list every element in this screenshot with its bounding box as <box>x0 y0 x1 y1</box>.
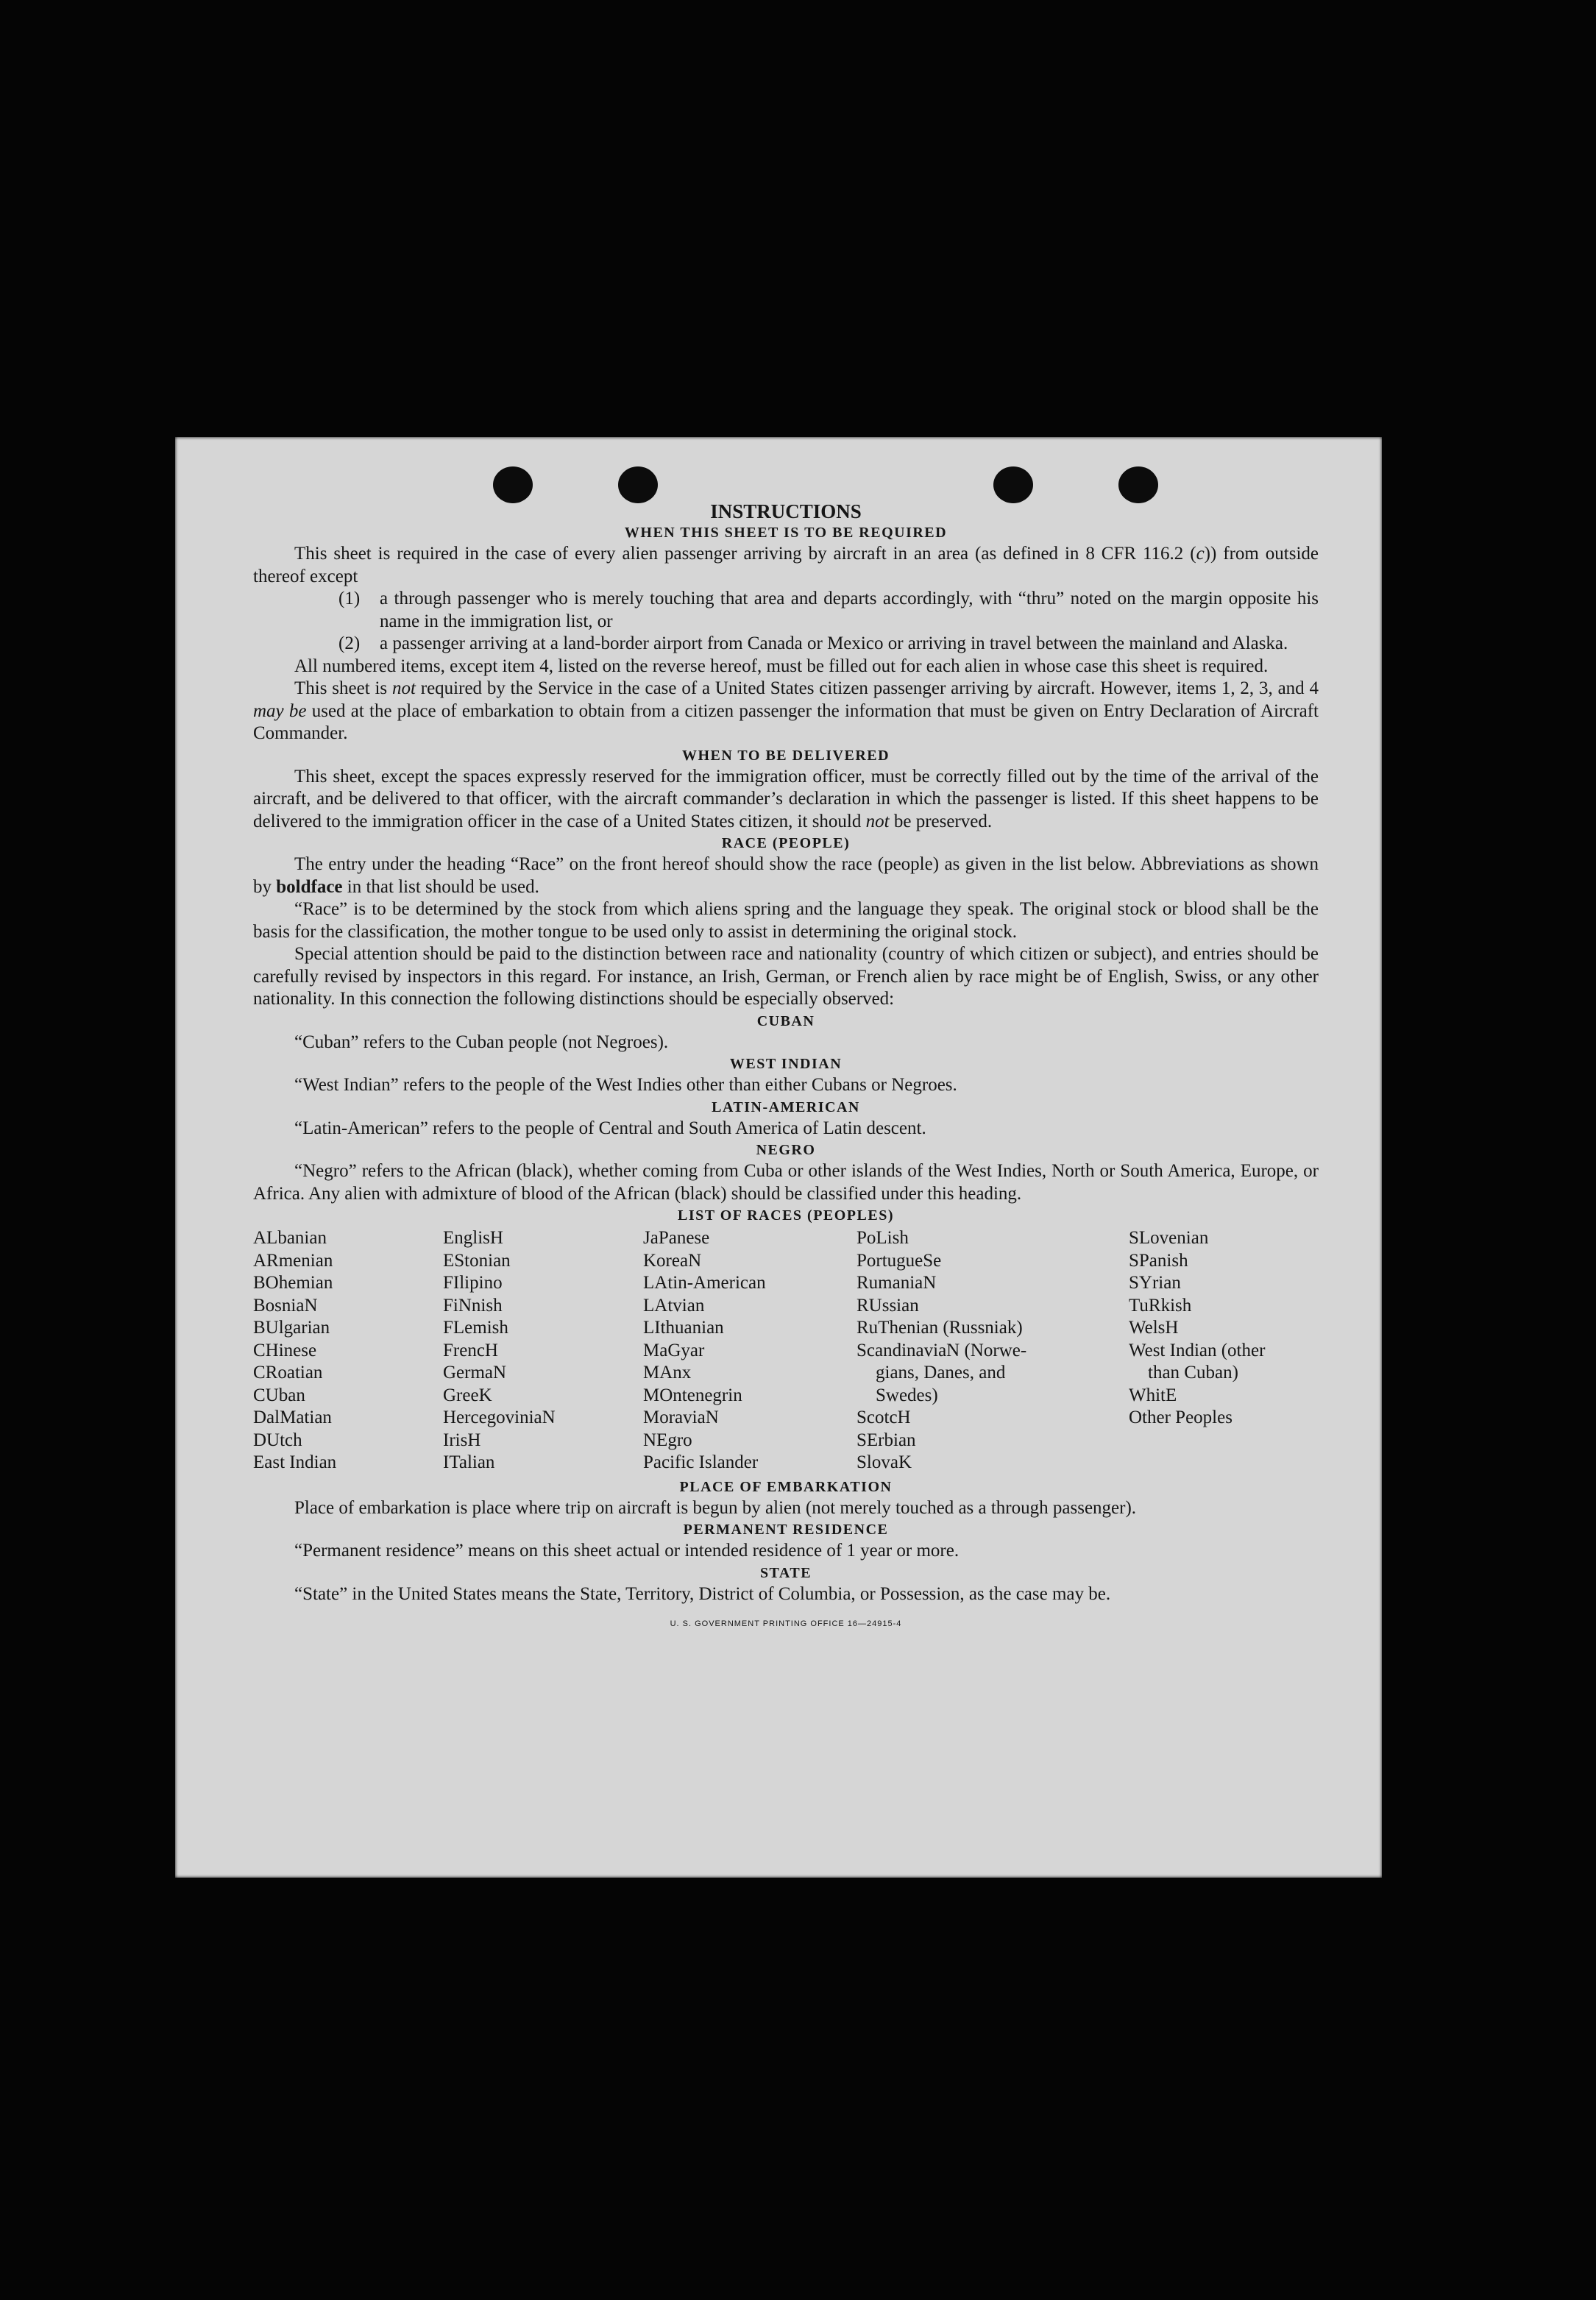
list-item: RuThenian (Russniak) <box>856 1318 1023 1338</box>
list-item: MaGyar <box>643 1340 705 1360</box>
paragraph: This sheet is required in the case of every alien passenger arriving by aircraft in an area (as defined in 8 CFR 116.2 (c)) from outside thereof except <box>253 544 1319 586</box>
list-item: BOhemian <box>253 1273 333 1293</box>
list-item: NEgro <box>643 1430 692 1450</box>
list-item: KoreaN <box>643 1250 702 1271</box>
list-item: BosniaN <box>253 1295 318 1316</box>
list-item: SPanish <box>1129 1250 1188 1271</box>
list-item: MAnx <box>643 1363 692 1383</box>
paragraph: All numbered items, except item 4, listed on the reverse hereof, must be filled out for each alien in whose case this sheet is required. <box>294 656 1269 676</box>
list-item: WelsH <box>1129 1318 1179 1338</box>
list-item: IrisH <box>443 1430 481 1450</box>
list-item: PortugueSe <box>856 1250 942 1271</box>
list-item: GermaN <box>443 1363 507 1383</box>
list-item: EnglisH <box>443 1228 503 1248</box>
list-item: Swedes) <box>876 1385 938 1405</box>
paragraph: “Latin-American” refers to the people of Central and South America of Latin descent. <box>294 1118 926 1138</box>
punch-hole <box>1118 466 1158 503</box>
list-item: CUban <box>253 1385 305 1405</box>
section-title-required: WHEN THIS SHEET IS TO BE REQUIRED <box>624 525 948 541</box>
paragraph: This sheet is not required by the Service in the case of a United States citizen passenger arriving by aircraft. However, items 1, 2, 3, and 4 may be used at the place of embarkation to obtain from a citizen passenger the information that must be given on Entry Declaration of Aircraft Commander. <box>253 678 1319 743</box>
section-title-delivered: WHEN TO BE DELIVERED <box>681 747 890 764</box>
section-title-west-indian: WEST INDIAN <box>729 1056 843 1072</box>
punch-hole <box>618 466 658 503</box>
list-item: (2) a passenger arriving at a land-border airport from Canada or Mexico or arriving in travel between the mainland and Alaska. <box>338 633 1288 653</box>
paragraph: “State” in the United States means the State, Territory, District of Columbia, or Possession, as the case may be. <box>294 1583 1111 1604</box>
printer-imprint: U. S. GOVERNMENT PRINTING OFFICE 16—24915-4 <box>670 1619 902 1628</box>
list-item: SErbian <box>856 1430 916 1450</box>
list-item: MoraviaN <box>643 1408 719 1427</box>
races-column <box>1129 1227 1319 1474</box>
list-item: than Cuban) <box>1148 1363 1238 1383</box>
punch-hole <box>993 466 1033 503</box>
document-sheet <box>175 437 1382 1878</box>
paragraph: This sheet, except the spaces expressly reserved for the immigration officer, must be correctly filled out by the time of the arrival of the aircraft, and be delivered to that officer, with the aircraft commander’s declaration in which the passenger is listed. If this sheet happens to be delivered to the immigration officer in the case of a United States citizen, it should not be preserved. <box>253 766 1319 831</box>
section-title-race: RACE (PEOPLE) <box>721 835 851 851</box>
list-item: FrencH <box>443 1340 498 1360</box>
list-item: BUlgarian <box>253 1318 330 1338</box>
list-item: DalMatian <box>253 1408 332 1427</box>
paragraph: Place of embarkation is place where trip on aircraft is begun by alien (not merely touched as a through passenger). <box>294 1497 1137 1518</box>
list-item: Pacific Islander <box>643 1452 759 1472</box>
list-item: RUssian <box>856 1295 919 1316</box>
section-title-latin-american: LATIN-AMERICAN <box>712 1098 860 1115</box>
list-item: ITalian <box>443 1452 495 1472</box>
list-item: WhitE <box>1129 1385 1177 1405</box>
paragraph: The entry under the heading “Race” on the front hereof should show the race (people) as given in the list below. Abbreviations as shown by boldface in that list should be used. <box>253 854 1319 897</box>
list-item: ALbanian <box>253 1228 327 1248</box>
paragraph: Special attention should be paid to the distinction between race and nationality (country of which citizen or subject), and entries should be carefully revised by inspectors in this regard. For instance, an Irish, German, or French alien by race might be of English, Swiss, or any other nationality. In this connection the following distinctions should be especially observed: <box>253 944 1319 1009</box>
list-item: ScandinaviaN (Norwe- <box>856 1340 1027 1360</box>
section-title-cuban: CUBAN <box>756 1012 815 1029</box>
document-body <box>253 500 1319 1636</box>
list-item: FLemish <box>443 1318 508 1338</box>
list-item: TuRkish <box>1129 1295 1192 1316</box>
paragraph: “West Indian” refers to the people of the West Indies other than either Cubans or Negroes. <box>294 1075 957 1095</box>
list-item: LIthuanian <box>643 1318 724 1338</box>
list-item: SYrian <box>1129 1273 1181 1293</box>
list-item: FiNnish <box>443 1295 503 1316</box>
list-item: East Indian <box>253 1452 337 1472</box>
punch-hole <box>493 466 533 503</box>
list-item: CHinese <box>253 1340 317 1360</box>
list-item: LAtvian <box>643 1295 705 1316</box>
list-item: Other Peoples <box>1129 1408 1233 1427</box>
list-item: MOntenegrin <box>643 1385 742 1405</box>
list-item: FIlipino <box>443 1273 503 1293</box>
list-item: gians, Danes, and <box>876 1363 1006 1383</box>
list-item: JaPanese <box>643 1228 710 1248</box>
paragraph: “Negro” refers to the African (black), whether coming from Cuba or other islands of the West Indies, North or South America, Europe, or Africa. Any alien with admixture of blood of the African (black) should be classified under this heading. <box>253 1161 1319 1204</box>
list-item: EStonian <box>443 1250 511 1271</box>
paragraph: “Cuban” refers to the Cuban people (not Negroes). <box>294 1032 669 1052</box>
list-item: LAtin-American <box>643 1273 766 1293</box>
list-item: HercegoviniaN <box>443 1408 556 1427</box>
races-column <box>643 1227 856 1474</box>
races-column <box>443 1227 643 1474</box>
list-item: DUtch <box>253 1430 302 1450</box>
section-title-embarkation: PLACE OF EMBARKATION <box>679 1478 893 1495</box>
races-column <box>856 1227 1129 1474</box>
list-item: RumaniaN <box>856 1273 937 1293</box>
list-item: CRoatian <box>253 1363 323 1383</box>
paragraph: “Race” is to be determined by the stock from which aliens spring and the language they speak. The original stock or blood shall be the basis for the classification, the mother tongue to be used only to assist in determining the original stock. <box>253 899 1319 942</box>
list-item: GreeK <box>443 1385 492 1405</box>
section-title-residence: PERMANENT RESIDENCE <box>683 1522 889 1538</box>
section-title-races-list: LIST OF RACES (PEOPLES) <box>677 1207 894 1224</box>
list-item: PoLish <box>856 1228 909 1248</box>
document-heading: INSTRUCTIONS <box>710 500 862 522</box>
list-item: West Indian (other <box>1129 1340 1266 1360</box>
list-item: SlovaK <box>856 1452 912 1472</box>
list-item: ARmenian <box>253 1250 333 1271</box>
list-item: SLovenian <box>1129 1228 1209 1248</box>
list-item: (1) a through passenger who is merely touching that area and departs accordingly, with “thru” noted on the margin opposite his name in the immigration list, or <box>338 589 1319 631</box>
races-table <box>253 1227 1319 1474</box>
races-column <box>253 1227 443 1474</box>
list-item: ScotcH <box>856 1408 911 1427</box>
section-title-negro: NEGRO <box>756 1142 816 1158</box>
section-title-state: STATE <box>759 1564 812 1581</box>
paragraph: “Permanent residence” means on this sheet actual or intended residence of 1 year or more. <box>294 1541 960 1561</box>
